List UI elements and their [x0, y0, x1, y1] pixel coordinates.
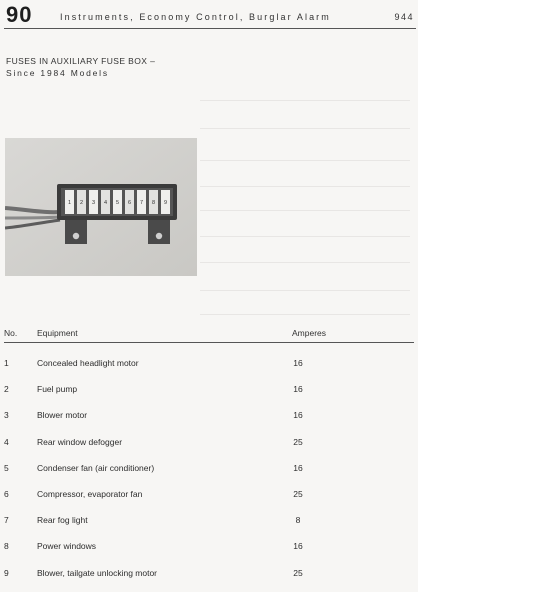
- section-title: FUSES IN AUXILIARY FUSE BOX –: [6, 56, 156, 66]
- table-row: [0, 410, 418, 436]
- row-number: 2: [4, 384, 9, 395]
- row-equipment: Power windows: [37, 541, 97, 552]
- row-amperes: 16: [293, 358, 303, 368]
- table-row: [0, 515, 418, 541]
- table-row: [0, 437, 418, 463]
- row-number: 7: [4, 515, 9, 526]
- table-row: [0, 358, 418, 384]
- table-row: [0, 384, 418, 410]
- row-equipment: Blower motor: [37, 410, 88, 421]
- row-number: 3: [4, 410, 9, 421]
- mount-bracket-right: [148, 220, 170, 244]
- header-equipment: Equipment: [37, 328, 78, 338]
- row-number: 4: [4, 436, 9, 447]
- row-equipment: Rear fog light: [37, 515, 88, 526]
- row-amperes: 16: [293, 541, 303, 552]
- row-number: 5: [4, 462, 9, 473]
- mount-bracket-left: [65, 220, 87, 244]
- table-row: [0, 489, 418, 515]
- row-number: 8: [4, 541, 9, 552]
- row-amperes: 8: [295, 515, 301, 526]
- fuse-box-illustration: [5, 138, 197, 276]
- fuse-label: 5: [115, 200, 120, 206]
- row-equipment: Condenser fan (air conditioner): [37, 462, 155, 473]
- row-amperes: 16: [293, 462, 303, 473]
- fuse-row: [65, 190, 170, 214]
- table-header-rule: [4, 342, 414, 343]
- fuse-box-photo: [5, 138, 197, 276]
- fuse-label: 1: [67, 200, 72, 206]
- row-number: 6: [4, 488, 9, 499]
- row-equipment: Rear window defogger: [37, 436, 123, 447]
- row-number: 1: [4, 358, 9, 368]
- row-amperes: 25: [293, 567, 303, 578]
- page-number: 944: [394, 12, 414, 22]
- row-equipment: Concealed headlight motor: [37, 358, 139, 368]
- fuse-label: 7: [139, 200, 144, 206]
- fuse-label: 6: [127, 200, 132, 206]
- row-number: 9: [4, 567, 9, 578]
- table-row: [0, 541, 418, 567]
- fuse-label: 4: [103, 200, 108, 206]
- table-row: [0, 568, 418, 592]
- fuse-label: 8: [151, 200, 156, 206]
- row-equipment: Compressor, evaporator fan: [37, 488, 143, 499]
- table-row: [0, 463, 418, 489]
- fuse-label: 2: [79, 200, 84, 206]
- row-equipment: Blower, tailgate unlocking motor: [37, 567, 158, 578]
- page-header: [6, 4, 414, 28]
- chapter-title: Instruments, Economy Control, Burglar Alarm: [60, 12, 331, 22]
- row-amperes: 25: [293, 488, 303, 499]
- row-amperes: 16: [293, 384, 303, 395]
- header-no: No.: [4, 328, 18, 338]
- mount-hole: [156, 233, 162, 239]
- fuse-label: 9: [163, 200, 168, 206]
- row-amperes: 16: [293, 410, 303, 421]
- header-amperes: Amperes: [292, 328, 327, 338]
- chapter-number: 90: [6, 2, 33, 27]
- fuse-label: 3: [91, 200, 96, 206]
- mount-hole: [73, 233, 79, 239]
- header-rule: [4, 28, 416, 29]
- fuse-table-body: [0, 358, 418, 592]
- wire: [5, 217, 60, 218]
- row-equipment: Fuel pump: [37, 384, 78, 395]
- section-subtitle: Since 1984 Models: [6, 68, 109, 78]
- row-amperes: 25: [293, 436, 303, 447]
- section-heading: [6, 55, 155, 79]
- table-header: [0, 328, 418, 342]
